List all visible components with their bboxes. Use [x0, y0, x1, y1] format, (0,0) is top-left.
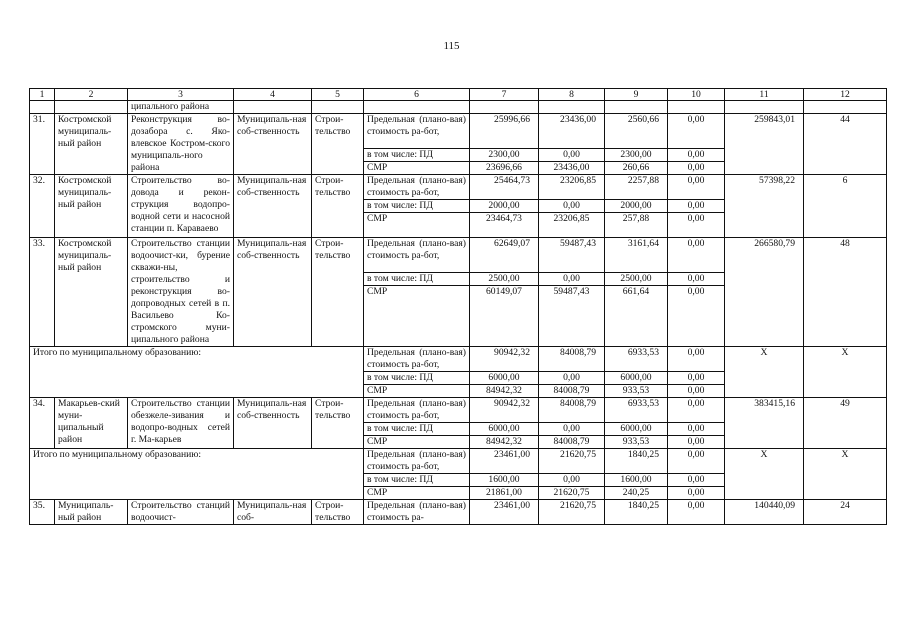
work-type-cell: Строи-тельство: [312, 175, 364, 238]
value-cell: 62649,07: [470, 238, 539, 273]
cost-label: СМР: [364, 162, 470, 175]
value-cell: X: [725, 449, 804, 500]
value-cell: 6: [804, 175, 887, 238]
value-cell: 2500,00: [470, 273, 539, 286]
cost-label: в том числе: ПД: [364, 423, 470, 436]
value-cell: 24: [804, 500, 887, 525]
cost-label: СМР: [364, 286, 470, 347]
value-cell: X: [804, 449, 887, 500]
total-row: [30, 347, 887, 372]
cost-label: в том числе: ПД: [364, 372, 470, 385]
value-cell: 2000,00: [605, 200, 668, 213]
district-cell: Костромской муниципаль-ный район: [55, 238, 128, 347]
cost-label: СМР: [364, 213, 470, 238]
total-label: Итого по муниципальному образованию:: [30, 449, 364, 500]
value-cell: 23436,00: [539, 162, 605, 175]
value-cell: 0,00: [539, 149, 605, 162]
value-cell: 59487,43: [539, 238, 605, 273]
value-cell: 6933,53: [605, 347, 668, 372]
work-type-cell: Строи-тельство: [312, 398, 364, 449]
value-cell: 48: [804, 238, 887, 347]
work-type-cell: Строи-тельство: [312, 500, 364, 525]
value-cell: 0,00: [668, 175, 725, 200]
row-number: 35.: [30, 500, 55, 525]
value-cell: 90942,32: [470, 398, 539, 423]
value-cell: 25996,66: [470, 114, 539, 149]
value-cell: 0,00: [668, 149, 725, 162]
table-row: [30, 175, 887, 200]
value-cell: 44: [804, 114, 887, 175]
value-cell: 25464,73: [470, 175, 539, 200]
value-cell: 6000,00: [470, 423, 539, 436]
value-cell: 260,66: [605, 162, 668, 175]
value-cell: 933,53: [605, 436, 668, 449]
value-cell: 84008,79: [539, 385, 605, 398]
cost-label: в том числе: ПД: [364, 200, 470, 213]
cost-label: СМР: [364, 487, 470, 500]
value-cell: 84942,32: [470, 385, 539, 398]
value-cell: 0,00: [539, 372, 605, 385]
value-cell: 0,00: [668, 436, 725, 449]
object-cell: Строительство во-довода и рекон-струкция водопро-водной сети и насосной станции п. Караваево: [128, 175, 234, 238]
col-header: 8: [539, 89, 605, 101]
value-cell: 140440,09: [725, 500, 804, 525]
ownership-cell: Муниципаль-ная соб-ственность: [234, 398, 312, 449]
value-cell: 57398,22: [725, 175, 804, 238]
value-cell: 0,00: [539, 423, 605, 436]
value-cell: 84942,32: [470, 436, 539, 449]
value-cell: 60149,07: [470, 286, 539, 347]
value-cell: 23436,00: [539, 114, 605, 149]
value-cell: 266580,79: [725, 238, 804, 347]
value-cell: 3161,64: [605, 238, 668, 273]
value-cell: 59487,43: [539, 286, 605, 347]
district-cell: Костромской муниципаль-ный район: [55, 175, 128, 238]
cost-label: Предельная (плано-вая) стоимость ра-бот,: [364, 238, 470, 273]
value-cell: 2500,00: [605, 273, 668, 286]
cost-label: Предельная (плано-вая) стоимость ра-бот,: [364, 347, 470, 372]
district-cell: Костромской муниципаль-ный район: [55, 114, 128, 175]
page-number: 115: [443, 40, 460, 52]
row-number: 32.: [30, 175, 55, 238]
value-cell: 84008,79: [539, 436, 605, 449]
col-header: 11: [725, 89, 804, 101]
value-cell: 0,00: [668, 423, 725, 436]
col-header: 4: [234, 89, 312, 101]
value-cell: 49: [804, 398, 887, 449]
table-row: [30, 238, 887, 273]
value-cell: 1840,25: [605, 449, 668, 474]
object-cell: Строительство станций водоочист-: [128, 500, 234, 525]
value-cell: 6000,00: [605, 372, 668, 385]
col-header: 6: [364, 89, 470, 101]
value-cell: 2000,00: [470, 200, 539, 213]
cost-label: в том числе: ПД: [364, 273, 470, 286]
cost-label: Предельная (плано-вая) стоимость ра-: [364, 500, 470, 525]
cost-label: в том числе: ПД: [364, 474, 470, 487]
value-cell: 0,00: [668, 398, 725, 423]
value-cell: X: [725, 347, 804, 398]
col-header: 10: [668, 89, 725, 101]
cost-label: СМР: [364, 436, 470, 449]
cost-label: Предельная (плано-вая) стоимость ра-бот,: [364, 114, 470, 149]
value-cell: 1840,25: [605, 500, 668, 525]
col-header: 7: [470, 89, 539, 101]
value-cell: 90942,32: [470, 347, 539, 372]
row-number: 33.: [30, 238, 55, 347]
value-cell: 1600,00: [605, 474, 668, 487]
value-cell: 0,00: [668, 347, 725, 372]
object-cell: Строительство станции обезжеле-зивания и водопро-водных сетей г. Ма-карьев: [128, 398, 234, 449]
value-cell: 6000,00: [605, 423, 668, 436]
value-cell: 0,00: [668, 286, 725, 347]
value-cell: 0,00: [668, 200, 725, 213]
ownership-cell: Муниципаль-ная соб-ственность: [234, 238, 312, 347]
cost-label: Предельная (плано-вая) стоимость ра-бот,: [364, 449, 470, 474]
value-cell: 0,00: [539, 474, 605, 487]
work-type-cell: Строи-тельство: [312, 238, 364, 347]
col-header: 1: [30, 89, 55, 101]
value-cell: 0,00: [668, 487, 725, 500]
value-cell: 0,00: [668, 449, 725, 474]
col-header: 2: [55, 89, 128, 101]
continuation-text: ципального района: [128, 101, 234, 114]
district-cell: Муниципаль-ный район: [55, 500, 128, 525]
value-cell: 240,25: [605, 487, 668, 500]
cost-label: СМР: [364, 385, 470, 398]
ownership-cell: Муниципаль-ная соб-: [234, 500, 312, 525]
column-number-row: [30, 89, 887, 101]
value-cell: 21620,75: [539, 449, 605, 474]
col-header: 12: [804, 89, 887, 101]
cost-label: в том числе: ПД: [364, 149, 470, 162]
object-cell: Реконструкция во-дозабора с. Яко-влевское Костром-ского муниципаль-ного района: [128, 114, 234, 175]
value-cell: 84008,79: [539, 347, 605, 372]
value-cell: 2300,00: [470, 149, 539, 162]
value-cell: 0,00: [668, 372, 725, 385]
value-cell: 383415,16: [725, 398, 804, 449]
investment-table: [29, 88, 887, 525]
value-cell: 0,00: [539, 273, 605, 286]
value-cell: 2560,66: [605, 114, 668, 149]
value-cell: 0,00: [668, 213, 725, 238]
value-cell: 84008,79: [539, 398, 605, 423]
value-cell: 0,00: [539, 200, 605, 213]
value-cell: 0,00: [668, 474, 725, 487]
value-cell: X: [804, 347, 887, 398]
value-cell: 0,00: [668, 273, 725, 286]
value-cell: 6933,53: [605, 398, 668, 423]
district-cell: Макарьев-ский муни-ципальный район: [55, 398, 128, 449]
row-number: 34.: [30, 398, 55, 449]
value-cell: 21620,75: [539, 487, 605, 500]
value-cell: 21620,75: [539, 500, 605, 525]
col-header: 9: [605, 89, 668, 101]
total-label: Итого по муниципальному образованию:: [30, 347, 364, 398]
value-cell: 23461,00: [470, 449, 539, 474]
value-cell: 0,00: [668, 162, 725, 175]
value-cell: 1600,00: [470, 474, 539, 487]
value-cell: 23696,66: [470, 162, 539, 175]
value-cell: 257,88: [605, 213, 668, 238]
value-cell: 933,53: [605, 385, 668, 398]
value-cell: 21861,00: [470, 487, 539, 500]
table-row: [30, 500, 887, 525]
object-cell: Строительство станции водоочист-ки, бурение скважи-ны, строительство и реконструкция во-допроводных сетей в п. Васильево Ко-стромского муни-ципального района: [128, 238, 234, 347]
value-cell: 0,00: [668, 385, 725, 398]
continuation-row: [30, 101, 887, 114]
value-cell: 0,00: [668, 500, 725, 525]
table-row: [30, 398, 887, 423]
cost-label: Предельная (плано-вая) стоимость ра-бот,: [364, 398, 470, 423]
row-number: 31.: [30, 114, 55, 175]
value-cell: 661,64: [605, 286, 668, 347]
value-cell: 259843,01: [725, 114, 804, 175]
value-cell: 23206,85: [539, 175, 605, 200]
value-cell: 23206,85: [539, 213, 605, 238]
value-cell: 2300,00: [605, 149, 668, 162]
table-row: [30, 114, 887, 149]
col-header: 5: [312, 89, 364, 101]
work-type-cell: Строи-тельство: [312, 114, 364, 175]
value-cell: 23464,73: [470, 213, 539, 238]
value-cell: 0,00: [668, 238, 725, 273]
total-row: [30, 449, 887, 474]
ownership-cell: Муниципаль-ная соб-ственность: [234, 175, 312, 238]
value-cell: 2257,88: [605, 175, 668, 200]
value-cell: 23461,00: [470, 500, 539, 525]
ownership-cell: Муниципаль-ная соб-ственность: [234, 114, 312, 175]
col-header: 3: [128, 89, 234, 101]
value-cell: 0,00: [668, 114, 725, 149]
value-cell: 6000,00: [470, 372, 539, 385]
cost-label: Предельная (плано-вая) стоимость ра-бот,: [364, 175, 470, 200]
